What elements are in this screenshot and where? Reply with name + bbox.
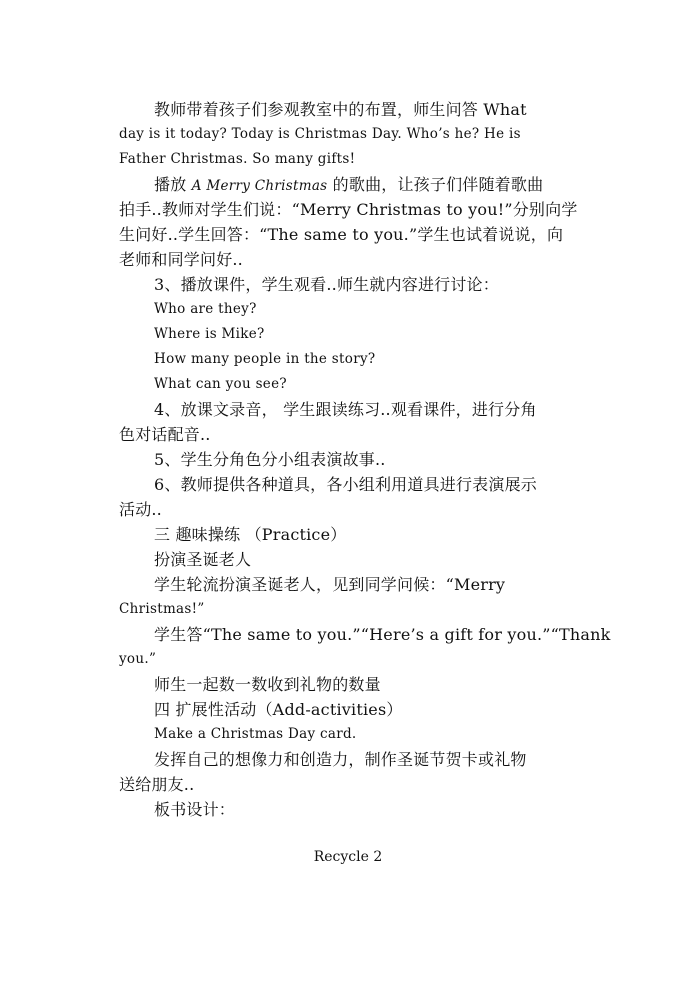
paragraph-line: 发挥自己的想像力和创造力，制作圣诞节贺卡或礼物 (154, 750, 527, 769)
question-line: What can you see? (154, 376, 287, 392)
paragraph-line: 4、放课文录音， 学生跟读练习..观看课件，进行分角 (154, 400, 537, 419)
paragraph-line: 教师带着孩子们参观教室中的布置，师生问答 What (154, 100, 527, 119)
paragraph-line: 板书设计： (154, 800, 236, 819)
paragraph-line (119, 172, 581, 197)
paragraph-line: 拍手..教师对学生们说：“Merry Christmas to you!”分别向学 (119, 200, 578, 219)
question-line: Where is Mike? (154, 326, 265, 342)
section-heading: 四 扩展性活动（Add-activities） (154, 700, 403, 719)
paragraph-line: 学生轮流扮演圣诞老人，见到同学问候：“Merry (154, 575, 506, 594)
paragraph-line: 老师和同学问好.. (119, 250, 243, 269)
paragraph-line: 送给朋友.. (119, 775, 195, 794)
paragraph-line: 5、学生分角色分小组表演故事.. (154, 450, 386, 469)
paragraph-line: 学生答“The same to you.”“Here’s a gift for you.”“Thank (154, 625, 611, 644)
paragraph-line: day is it today? Today is Christmas Day. Who’s he? He is (119, 126, 521, 142)
document-body (119, 97, 611, 822)
paragraph-line: Make a Christmas Day card. (154, 726, 357, 742)
paragraph-line: 色对话配音.. (119, 425, 211, 444)
section-heading: 三 趣味操练 （Practice） (154, 525, 347, 544)
question-line: How many people in the story? (154, 351, 376, 367)
question-line: Who are they? (154, 301, 257, 317)
paragraph-line: Father Christmas. So many gifts! (119, 151, 356, 167)
paragraph-line: 6、教师提供各种道具，各小组利用道具进行表演展示 (154, 475, 537, 494)
paragraph-line: 活动.. (119, 500, 162, 519)
song-title: A Merry Christmas (191, 178, 328, 194)
paragraph-line: you.” (119, 651, 157, 667)
paragraph-line: Christmas!” (119, 601, 205, 617)
paragraph-line: 扮演圣诞老人 (154, 550, 252, 569)
paragraph-line: 3、播放课件，学生观看..师生就内容进行讨论： (154, 275, 499, 294)
line-prefix: 播放 (154, 175, 192, 194)
paragraph-line: 师生一起数一数收到礼物的数量 (154, 675, 381, 694)
paragraph-line: 生问好..学生回答：“The same to you.”学生也试着说说，向 (119, 225, 564, 244)
board-design-title: Recycle 2 (313, 849, 383, 865)
line-suffix: 的歌曲，让孩子们伴随着歌曲 (327, 175, 544, 194)
